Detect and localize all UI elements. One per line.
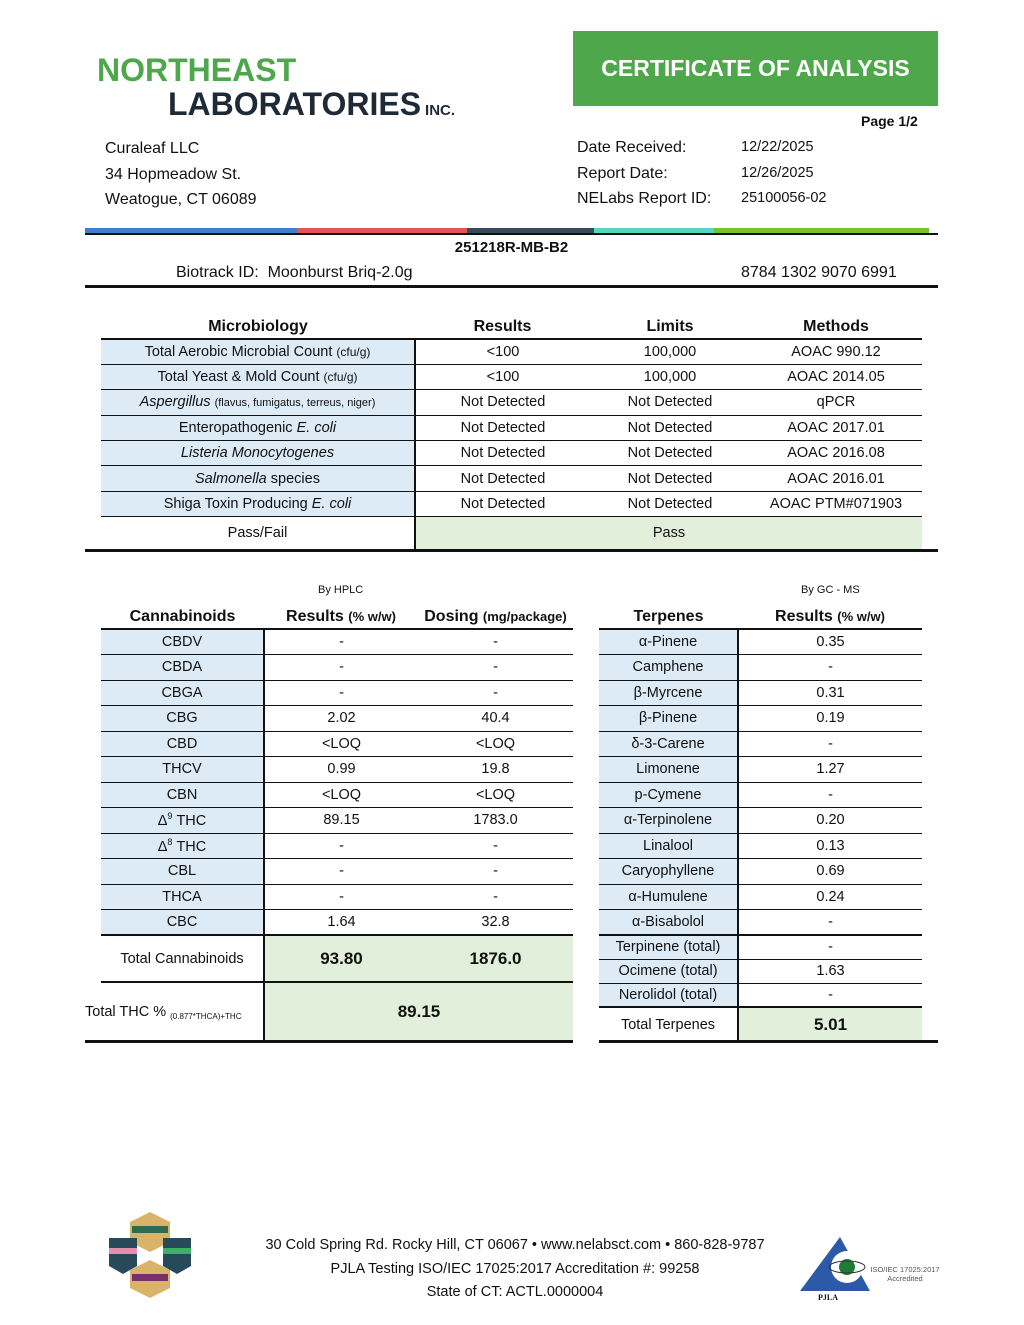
terpene-result: 1.63 (738, 959, 922, 983)
cannabinoid-result: 1.64 (264, 910, 418, 936)
column-header: Limits (590, 312, 750, 339)
analyte-name: Salmonella species (101, 466, 415, 491)
cannabinoid-dose: 1783.0 (418, 808, 573, 834)
analyte-method: AOAC 990.12 (750, 339, 922, 364)
table-row (101, 390, 922, 415)
client-street: 34 Hopmeadow St. (105, 165, 242, 183)
footer (200, 1234, 830, 1305)
cannabinoid-name: $\Delta^8$ THC (101, 833, 264, 859)
terpene-result: 0.24 (738, 884, 922, 910)
analyte-name: Total Yeast & Mold Count (cfu/g) (101, 364, 415, 389)
field-value: 12/22/2025 (741, 139, 814, 155)
thc-label-text: Total THC % (85, 1003, 167, 1020)
cannabinoid-dose: 19.8 (418, 757, 573, 783)
table-row (599, 629, 922, 655)
table-row (101, 339, 922, 364)
analyte-name: Listeria Monocytogenes (101, 441, 415, 466)
divider (85, 1040, 573, 1043)
terpene-result: - (738, 731, 922, 757)
client-city: Weatogue, CT 06089 (105, 191, 257, 208)
table-row (101, 833, 573, 859)
column-header: Terpenes (599, 602, 738, 629)
cannabinoid-name: CBL (101, 859, 264, 885)
cannabinoid-dose: - (418, 859, 573, 885)
table-row (599, 655, 922, 681)
terpene-name: Limonene (599, 757, 738, 783)
table-row (599, 782, 922, 808)
document-title: CERTIFICATE OF ANALYSIS (573, 31, 938, 106)
table-row (599, 731, 922, 757)
terpene-result: 0.19 (738, 706, 922, 732)
column-header: Cannabinoids (101, 602, 264, 629)
divider (85, 285, 938, 288)
cannabinoid-name: THCV (101, 757, 264, 783)
terpene-name: δ-3-Carene (599, 731, 738, 757)
total-cannabinoids-row (101, 935, 573, 982)
terpene-result: 0.20 (738, 808, 922, 834)
column-header: Methods (750, 312, 922, 339)
client-address (105, 136, 257, 213)
column-header (264, 602, 418, 629)
footer-address: 30 Cold Spring Rd. Rocky Hill, CT 06067 • www.nelabsct.com • 860-828-9787 (265, 1237, 765, 1253)
terpene-result: 0.31 (738, 680, 922, 706)
field-label: Report Date: (577, 164, 668, 182)
logo-suffix: INC. (425, 102, 456, 119)
table-row (599, 833, 922, 859)
table-row (101, 629, 573, 655)
total-thc-row (101, 982, 573, 1041)
passfail-row (101, 517, 922, 550)
analyte-result: <100 (415, 364, 590, 389)
table-row (101, 441, 922, 466)
cannabinoid-result: - (264, 680, 418, 706)
cannabinoid-name: CBG (101, 706, 264, 732)
terpene-name: Linalool (599, 833, 738, 859)
cannabinoid-dose: - (418, 629, 573, 655)
analyte-result: Not Detected (415, 441, 590, 466)
client-name: Curaleaf LLC (105, 140, 200, 157)
terpene-name: β-Myrcene (599, 680, 738, 706)
cannabinoid-dose: - (418, 884, 573, 910)
analyte-limit: 100,000 (590, 339, 750, 364)
cannabinoid-dose: - (418, 655, 573, 681)
divider (85, 233, 938, 235)
terpene-result: - (738, 910, 922, 936)
terpene-name: Camphene (599, 655, 738, 681)
terpene-method: By GC - MS (801, 584, 860, 596)
analyte-limit: Not Detected (590, 466, 750, 491)
total-label: Total Cannabinoids (101, 935, 264, 982)
table-row (599, 959, 922, 983)
terpene-name: α-Terpinolene (599, 808, 738, 834)
analyte-result: Not Detected (415, 415, 590, 440)
passfail-value: Pass (415, 517, 922, 550)
thc-formula: (0.877*THCA)+THC (170, 1011, 242, 1021)
table-row (101, 808, 573, 834)
analyte-result: <100 (415, 339, 590, 364)
column-header (738, 602, 922, 629)
analyte-method: AOAC 2014.05 (750, 364, 922, 389)
table-row (101, 655, 573, 681)
terpene-result: 0.69 (738, 859, 922, 885)
table-row (101, 859, 573, 885)
terpene-name: α-Bisabolol (599, 910, 738, 936)
logo-text: LABORATORIES (168, 86, 422, 122)
cannabinoid-name: CBGA (101, 680, 264, 706)
header-row (101, 602, 573, 629)
cannabinoid-result: 0.99 (264, 757, 418, 783)
cannabinoid-dose: - (418, 680, 573, 706)
header-row (599, 602, 922, 629)
cannabinoid-dose: - (418, 833, 573, 859)
analyte-limit: Not Detected (590, 491, 750, 516)
cannabinoid-result: - (264, 884, 418, 910)
footer-state-license: State of CT: ACTL.0000004 (426, 1284, 604, 1300)
analyte-name: Total Aerobic Microbial Count (cfu/g) (101, 339, 415, 364)
cannabinoid-name: CBC (101, 910, 264, 936)
page-number: Page 1/2 (861, 113, 918, 129)
table-row (599, 808, 922, 834)
terpene-name: β-Pinene (599, 706, 738, 732)
header-unit: (% w/w) (837, 609, 885, 624)
cannabinoids-table (85, 602, 573, 1041)
cannabinoid-name: $\Delta^9$ THC (101, 808, 264, 834)
table-row (101, 364, 922, 389)
cannabinoid-dose: <LOQ (418, 731, 573, 757)
table-row (599, 680, 922, 706)
header-unit: (mg/package) (482, 609, 567, 624)
report-field (577, 186, 826, 212)
total-terpenes-row (599, 1007, 922, 1041)
pjla-label: PJLA (818, 1293, 838, 1302)
total-thc-label (85, 982, 248, 1041)
terpene-name: Nerolidol (total) (599, 983, 738, 1007)
analyte-method: AOAC 2017.01 (750, 415, 922, 440)
table-row (599, 859, 922, 885)
table-row (599, 706, 922, 732)
table-row (101, 706, 573, 732)
header-unit: (% w/w) (348, 609, 396, 624)
cannabinoid-dose: 32.8 (418, 910, 573, 936)
analyte-result: Not Detected (415, 466, 590, 491)
table-row (101, 757, 573, 783)
field-label: Date Received: (577, 139, 687, 156)
field-value: 12/26/2025 (741, 164, 814, 181)
column-header (418, 602, 573, 629)
total-dose: 1876.0 (418, 935, 573, 982)
report-field (577, 161, 826, 187)
terpene-result: - (738, 655, 922, 681)
total-terpenes-value: 5.01 (738, 1007, 922, 1041)
analyte-limit: Not Detected (590, 415, 750, 440)
table-row (101, 466, 922, 491)
analyte-limit: 100,000 (590, 364, 750, 389)
table-row (599, 983, 922, 1007)
analyte-name: Shiga Toxin Producing E. coli (101, 491, 415, 516)
cannabinoid-result: 2.02 (264, 706, 418, 732)
cannabinoid-result: - (264, 859, 418, 885)
terpene-name: Ocimene (total) (599, 959, 738, 983)
header-text: Results (286, 608, 344, 625)
biotrack-id: 8784 1302 9070 6991 (741, 264, 897, 281)
terpene-result: 0.35 (738, 629, 922, 655)
terpene-result: - (738, 782, 922, 808)
cannabinoid-result: - (264, 629, 418, 655)
cannabinoid-result: - (264, 655, 418, 681)
footer-accreditation: PJLA Testing ISO/IEC 17025:2017 Accreditation #: 99258 (330, 1260, 700, 1277)
total-result: 93.80 (264, 935, 418, 982)
table-row (599, 910, 922, 936)
table-row (101, 910, 573, 936)
table-row (101, 415, 922, 440)
cannabinoid-result: <LOQ (264, 731, 418, 757)
table-row (101, 782, 573, 808)
table-row (101, 491, 922, 516)
terpene-name: Terpinene (total) (599, 935, 738, 959)
terpene-result: - (738, 983, 922, 1007)
table-row (599, 935, 922, 959)
analyte-name: Enteropathogenic E. coli (101, 415, 415, 440)
table-row (599, 884, 922, 910)
field-value: 25100056-02 (741, 190, 827, 206)
logo-northeast: NORTHEAST (97, 52, 297, 88)
cannabinoid-dose: <LOQ (418, 782, 573, 808)
terpene-name: α-Humulene (599, 884, 738, 910)
cannabinoid-dose: 40.4 (418, 706, 573, 732)
biotrack-label: Biotrack ID: (176, 264, 259, 281)
analyte-name: Aspergillus (flavus, fumigatus, terreus, niger) (101, 390, 415, 415)
cannabinoid-name: CBDA (101, 655, 264, 681)
cannabinoid-name: CBD (101, 731, 264, 757)
cannabinoid-name: THCA (101, 884, 264, 910)
analyte-result: Not Detected (415, 390, 590, 415)
table-row (101, 884, 573, 910)
report-field (577, 135, 826, 161)
microbiology-table (101, 312, 922, 550)
header-text: Results (775, 608, 833, 625)
cannabinoid-method: By HPLC (318, 584, 364, 596)
terpene-name: p-Cymene (599, 782, 738, 808)
pjla-text: ISO/IEC 17025:2017 Accredited (870, 1265, 940, 1283)
table-row (101, 731, 573, 757)
product-name: Moonburst Briq-2.0g (267, 264, 413, 281)
terpene-result: - (738, 935, 922, 959)
cannabinoid-name: CBN (101, 782, 264, 808)
cannabinoid-result: - (264, 833, 418, 859)
award-badges-icon (105, 1210, 195, 1300)
cannabinoid-result: 89.15 (264, 808, 418, 834)
analyte-limit: Not Detected (590, 441, 750, 466)
table-row (101, 680, 573, 706)
header-text: Dosing (424, 608, 479, 625)
terpene-name: Caryophyllene (599, 859, 738, 885)
analyte-limit: Not Detected (590, 390, 750, 415)
analyte-method: AOAC 2016.08 (750, 441, 922, 466)
divider (85, 549, 938, 552)
cannabinoid-result: <LOQ (264, 782, 418, 808)
terpene-name: α-Pinene (599, 629, 738, 655)
analyte-result: Not Detected (415, 491, 590, 516)
analyte-method: AOAC 2016.01 (750, 466, 922, 491)
total-terpenes-label: Total Terpenes (599, 1007, 738, 1041)
biotrack-product (176, 264, 413, 282)
column-header: Results (415, 312, 590, 339)
column-header: Microbiology (101, 312, 415, 339)
terpenes-table (599, 602, 922, 1041)
divider (599, 1040, 938, 1043)
analyte-method: qPCR (750, 390, 922, 415)
field-label: NELabs Report ID: (577, 190, 712, 207)
terpene-result: 0.13 (738, 833, 922, 859)
terpene-result: 1.27 (738, 757, 922, 783)
header-row (101, 312, 922, 339)
logo-laboratories (168, 86, 455, 123)
analyte-method: AOAC PTM#071903 (750, 491, 922, 516)
table-row (599, 757, 922, 783)
passfail-label: Pass/Fail (101, 517, 415, 550)
sample-id: 251218R-MB-B2 (454, 239, 569, 256)
report-meta (577, 135, 826, 212)
cannabinoid-name: CBDV (101, 629, 264, 655)
total-thc-value: 89.15 (264, 982, 573, 1041)
